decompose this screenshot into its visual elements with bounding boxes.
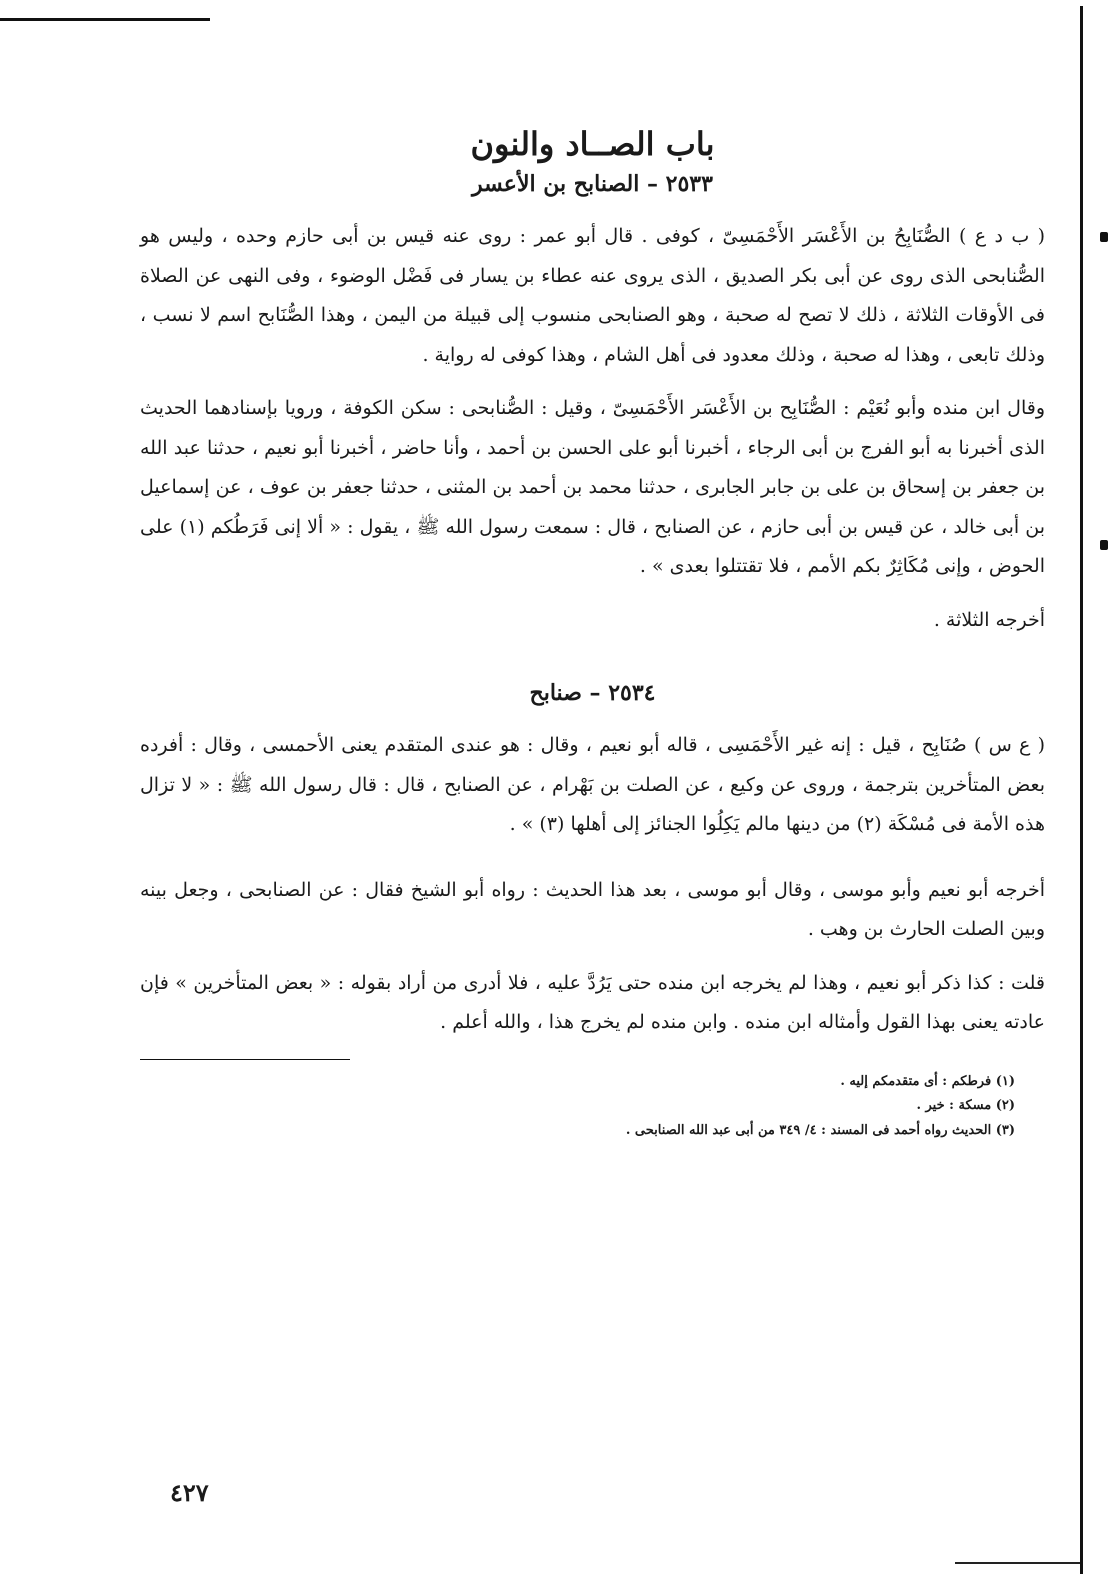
footnotes	[140, 1070, 1045, 1144]
footnote: (١) فرطكم : أى متقدمكم إليه .	[840, 1073, 1015, 1089]
book-page	[140, 125, 1045, 1144]
entry-2533	[140, 171, 1045, 640]
entry-2534	[140, 680, 1045, 1043]
entry-title: ٢٥٣٤ – صنابح	[529, 680, 656, 707]
entry-paragraph: ( ع س ) صُنَابِح ، قيل : إنه غير الأَحْمَسِى ، قاله أبو نعيم ، وقال : هو عندى المتقدم يعنى الأحمسى ، وقال : أفرده بعض المتأخرين بترجمة ، وروى عن وكيع ، عن الصلت بن بَهْرام ، عن الصنابح ، قال : قال رسول الله ﷺ : « لا تزال هذه الأمة فى مُسْكَة (٢) من دينها مالم يَكِلُوا الجنائز إلى أهلها (٣) » .	[140, 734, 1045, 836]
entry-paragraph: أخرجه أبو نعيم وأبو موسى ، وقال أبو موسى ، بعد هذا الحديث : رواه أبو الشيخ فقال : عن الصنابحى ، وجعل بينه وبين الصلت الحارث بن وهب .	[140, 878, 1045, 941]
entry-title: ٢٥٣٣ – الصنابح بن الأعسر	[472, 171, 713, 197]
footnote-divider	[140, 1059, 350, 1060]
scan-edge-right	[1080, 6, 1083, 1574]
scan-edge-top	[0, 18, 210, 21]
scan-mark	[1100, 232, 1108, 242]
entry-paragraph: وقال ابن منده وأبو نُعَيْم : الصُّنَابِح بن الأَعْسَر الأَحْمَسِىّ ، وقيل : الصُّنابحى : سكن الكوفة ، ورويا بإسنادهما الحديث الذى أخبرنا به أبو الفرج بن أبى الرجاء ، أخبرنا أبو على الحسن بن أحمد ، وأنا حاضر ، أخبرنا أبو نعيم ، حدثنا عبد الله بن جعفر بن إسحاق بن على بن جابر الجابرى ، حدثنا محمد بن أحمد بن المثنى ، حدثنا جعفر بن عوف ، عن إسماعيل بن أبى خالد ، عن قيس بن أبى حازم ، عن الصنابح ، قال : سمعت رسول الله ﷺ ، يقول : « ألا إنى فَرَطُكم (١) على الحوض ، وإنى مُكَاثِرٌ بكم الأمم ، فلا تقتتلوا بعدى » .	[140, 397, 1045, 578]
entry-paragraph: ( ب د ع ) الصُّنَابِحُ بن الأَعْسَر الأَحْمَسِىّ ، كوفى . قال أبو عمر : روى عنه قيس بن أبى حازم وحده ، وليس هو الصُّنابحى الذى روى عن أبى بكر الصديق ، الذى يروى عنه عطاء بن يسار فى فَضْل الوضوء ، وفى النهى عن الصلاة فى الأوقات الثلاثة ، ذلك لا تصح له صحبة ، وهو الصنابحى منسوب إلى قبيلة من اليمن ، وهذا الصُّنَابح اسم لا نسب ، وذلك تابعى ، وهذا له صحبة ، وذلك معدود فى أهل الشام ، وهذا كوفى له رواية .	[140, 225, 1045, 366]
entry-paragraph: قلت : كذا ذكر أبو نعيم ، وهذا لم يخرجه ابن منده حتى يَرُدَّ عليه ، فلا أدرى من أراد بقوله : « بعض المتأخرين » فإن عادته يعنى بهذا القول وأمثاله ابن منده . وابن منده لم يخرج هذا ، والله أعلم .	[140, 971, 1045, 1034]
scan-edge-bottom	[955, 1562, 1080, 1564]
chapter-title: باب الصــاد والنون	[470, 125, 715, 163]
page-number: ٤٢٧	[170, 1478, 209, 1507]
footnote: (٢) مسكة : خير .	[916, 1098, 1015, 1114]
footnote: (٣) الحديث رواه أحمد فى المسند : ٤/ ٣٤٩ من أبى عبد الله الصنابحى .	[625, 1123, 1015, 1139]
entry-paragraph: أخرجه الثلاثة .	[933, 608, 1045, 631]
scan-mark	[1100, 540, 1108, 550]
